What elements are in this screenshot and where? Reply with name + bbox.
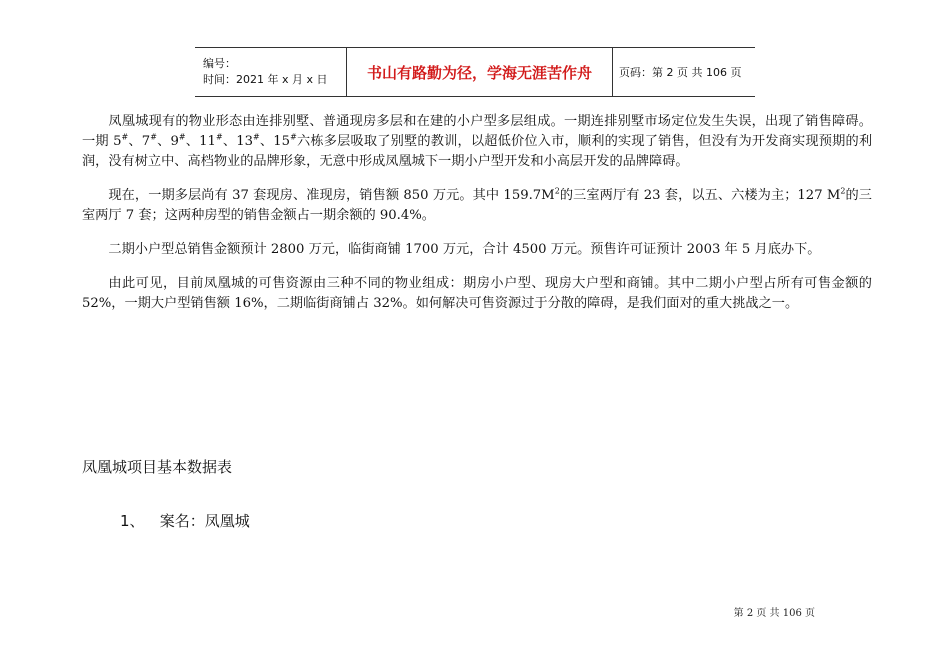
list-item [120,510,250,531]
page-header [195,47,755,97]
header-time-label: 时间：2021 年 x 月 x 日 [203,73,328,86]
paragraph-4: 由此可见，目前凤凰城的可售资源由三种不同的物业组成：期房小户型、现房大户型和商铺。其中二期小户型占所有可售金额的 52%，一期大户型销售额 16%，二期临街商铺占 32%。如何解决可售资源过于分散的障碍，是我们面对的重大挑战之一。 [82,276,872,311]
document-body [82,112,872,328]
page-footer: 第 2 页 共 106 页 [733,608,815,619]
header-motto: 书山有路勤为径，学海无涯苦作舟 [347,48,613,97]
section-title: 凤凰城项目基本数据表 [82,458,233,476]
paragraph-1: 凤凰城现有的物业形态由连排别墅、普通现房多层和在建的小户型多层组成。一期连排别墅市场定位发生失误，出现了销售障碍。一期 5#、7#、9#、11#、13#、15#六栋多层吸取了别墅的教训，以超低价位入市，顺利的实现了销售，但没有为开发商实现预期的利润，没有树立中、高档物业的品牌形象，无意中形成凤凰城下一期小户型开发和小高层开发的品牌障碍。 [82,114,873,169]
list-item-number: 1、 [120,512,145,530]
header-page-label: 页码：第 2 页 共 106 页 [619,66,742,79]
header-info-cell [195,48,347,97]
paragraph-2: 现在，一期多层尚有 37 套现房、准现房，销售额 850 万元。其中 $159.7M^2$的三室两厅有 23 套，以五、六楼为主；127 $M^2$的三室两厅 7 套；这两种房型的销售金额占一期余额的 90.4%。 [82,186,872,223]
list-item-text: 案名：凤凰城 [159,512,250,530]
paragraph-3: 二期小户型总销售金额预计 2800 万元，临街商铺 1700 万元，合计 4500 万元。预售许可证预计 2003 年 5 月底办下。 [108,242,821,257]
header-number-label: 编号： [203,57,236,70]
